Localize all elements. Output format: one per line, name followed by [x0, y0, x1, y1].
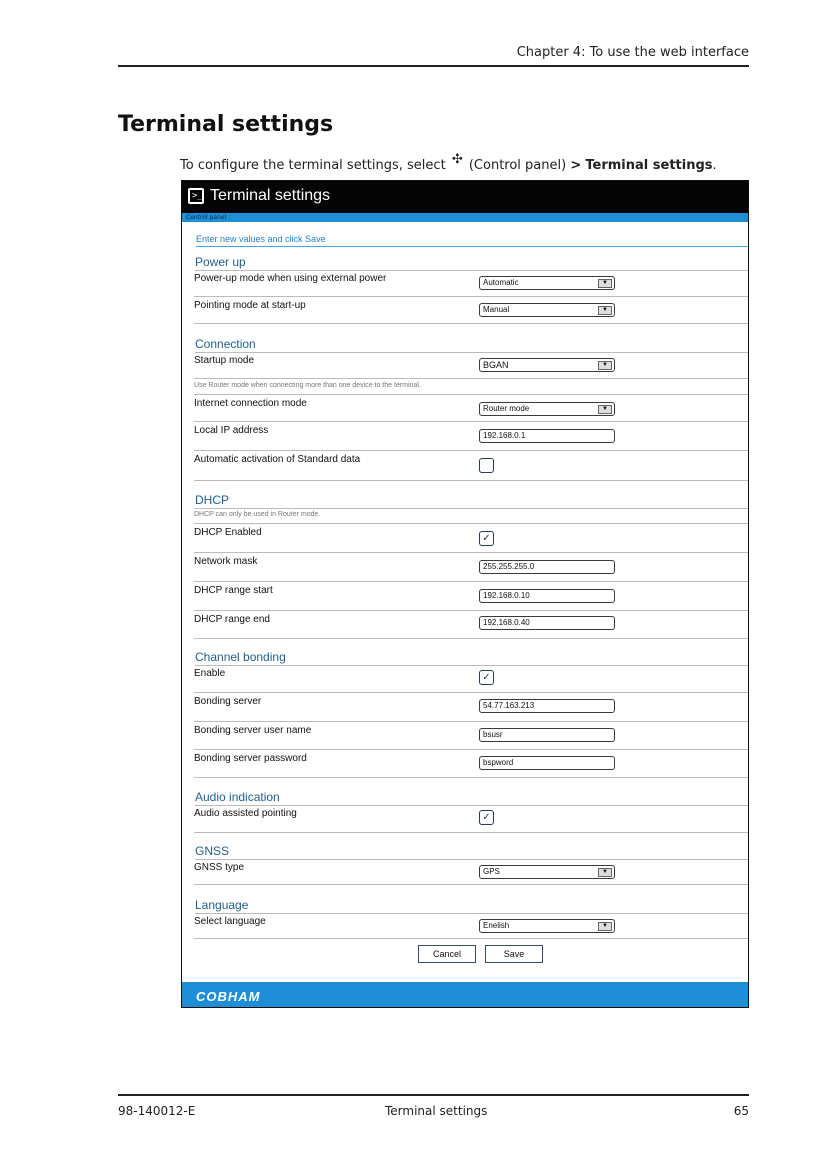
- row-audio-pointing: [194, 805, 748, 833]
- internet-mode-value: Router mode: [483, 404, 530, 413]
- network-mask-label: Network mask: [194, 556, 258, 567]
- bonding-server-label: Bonding server: [194, 696, 262, 707]
- row-dhcp-end: [194, 611, 748, 639]
- row-network-mask: [194, 553, 748, 582]
- pointing-mode-select[interactable]: [479, 303, 615, 317]
- dhcp-note: DHCP can only be used in Router mode.: [194, 511, 748, 524]
- language-label: Select language: [194, 916, 266, 927]
- cobham-logo: COBHAM: [196, 989, 261, 1004]
- router-mode-note: Use Router mode when connecting more than one device to the terminal.: [194, 382, 748, 395]
- section-connection: Connection: [195, 337, 748, 353]
- section-gnss: GNSS: [195, 844, 748, 860]
- row-auto-activation: [194, 451, 748, 481]
- internet-mode-label: Internet connection mode: [194, 398, 307, 409]
- row-internet-mode: [194, 395, 748, 422]
- bonding-enable-label: Enable: [194, 668, 226, 679]
- terminal-icon: >_: [188, 188, 204, 204]
- row-bonding-enable: [194, 665, 748, 693]
- intro-text: [180, 152, 717, 173]
- chevron-down-icon: ▼: [598, 361, 612, 370]
- title-bar: [182, 181, 748, 213]
- hint-text: Enter new values and click Save: [196, 234, 748, 247]
- gnss-type-select[interactable]: [479, 865, 615, 879]
- gnss-type-value: GPS: [483, 867, 500, 876]
- intro-bold: Terminal settings: [585, 158, 713, 173]
- row-bonding-server: [194, 693, 748, 722]
- dhcp-start-label: DHCP range start: [194, 585, 273, 596]
- row-dhcp-start: [194, 582, 748, 611]
- window-title: Terminal settings: [210, 187, 331, 204]
- gnss-type-label: GNSS type: [194, 862, 245, 873]
- language-value: Enelish: [483, 921, 510, 930]
- save-button[interactable]: Save: [485, 945, 543, 963]
- startup-mode-label: Startup mode: [194, 355, 255, 366]
- intro-arrow: >: [570, 158, 582, 173]
- dhcp-enabled-label: DHCP Enabled: [194, 527, 262, 538]
- page-number: 65: [733, 1104, 749, 1118]
- page-footer: [118, 1094, 749, 1118]
- row-language: [194, 913, 748, 939]
- audio-pointing-checkbox[interactable]: ✓: [479, 810, 494, 825]
- local-ip-label: Local IP address: [194, 425, 269, 436]
- auto-activation-label: Automatic activation of Standard data: [194, 454, 361, 465]
- power-up-mode-select[interactable]: [479, 276, 615, 290]
- chapter-title: Chapter 4: To use the web interface: [516, 45, 749, 60]
- section-language: Language: [195, 898, 748, 914]
- intro-middle: (Control panel): [468, 158, 567, 173]
- breadcrumb[interactable]: Control panel: [182, 213, 748, 222]
- doc-number: 98-140012-E: [118, 1104, 196, 1118]
- internet-mode-select[interactable]: [479, 402, 615, 416]
- power-up-mode-value: Automatic: [483, 278, 519, 287]
- page-header: [118, 45, 749, 67]
- row-bonding-user: [194, 722, 748, 750]
- cancel-button[interactable]: Cancel: [418, 945, 476, 963]
- gear-icon: ✣: [451, 152, 463, 167]
- language-select[interactable]: [479, 919, 615, 933]
- section-channel-bonding: Channel bonding: [195, 650, 748, 666]
- intro-after: .: [712, 158, 717, 173]
- chevron-down-icon: ▼: [598, 922, 612, 931]
- page-title: Terminal settings: [118, 112, 334, 137]
- intro-before: To configure the terminal settings, select: [180, 158, 446, 173]
- startup-mode-select[interactable]: [479, 358, 615, 372]
- row-startup-mode: [194, 352, 748, 379]
- bonding-password-label: Bonding server password: [194, 753, 307, 764]
- row-local-ip: [194, 422, 748, 451]
- bonding-server-input[interactable]: 54.77.163.213: [479, 699, 615, 713]
- power-up-mode-label: Power-up mode when using external power: [194, 273, 387, 284]
- section-dhcp: DHCP: [195, 493, 748, 509]
- dhcp-start-input[interactable]: 192.168.0.10: [479, 589, 615, 603]
- pointing-mode-label: Pointing mode at start-up: [194, 300, 306, 311]
- audio-pointing-label: Audio assisted pointing: [194, 808, 297, 819]
- network-mask-input[interactable]: 255.255.255.0: [479, 560, 615, 574]
- bonding-password-input[interactable]: bspword: [479, 756, 615, 770]
- bonding-user-input[interactable]: bsusr: [479, 728, 615, 742]
- dhcp-end-input[interactable]: 192.168.0.40: [479, 616, 615, 630]
- startup-mode-value: BGAN: [483, 360, 509, 370]
- row-power-up-mode: [194, 270, 748, 297]
- chevron-down-icon: ▼: [598, 279, 612, 288]
- row-bonding-password: [194, 750, 748, 778]
- terminal-settings-window: [181, 180, 749, 1008]
- chevron-down-icon: ▼: [598, 868, 612, 877]
- chevron-down-icon: ▼: [598, 306, 612, 315]
- section-audio-indication: Audio indication: [195, 790, 748, 806]
- bonding-enable-checkbox[interactable]: ✓: [479, 670, 494, 685]
- row-pointing-mode: [194, 297, 748, 324]
- pointing-mode-value: Manual: [483, 305, 510, 314]
- window-footer: [182, 982, 748, 1007]
- local-ip-input[interactable]: 192.168.0.1: [479, 429, 615, 443]
- row-gnss-type: [194, 859, 748, 885]
- bonding-user-label: Bonding server user name: [194, 725, 312, 736]
- dhcp-end-label: DHCP range end: [194, 614, 270, 625]
- dhcp-enabled-checkbox[interactable]: ✓: [479, 531, 494, 546]
- footer-section: Terminal settings: [385, 1104, 488, 1118]
- row-dhcp-enabled: [194, 524, 748, 553]
- chevron-down-icon: ▼: [598, 405, 612, 414]
- auto-activation-checkbox[interactable]: [479, 458, 494, 473]
- section-power-up: Power up: [195, 255, 748, 271]
